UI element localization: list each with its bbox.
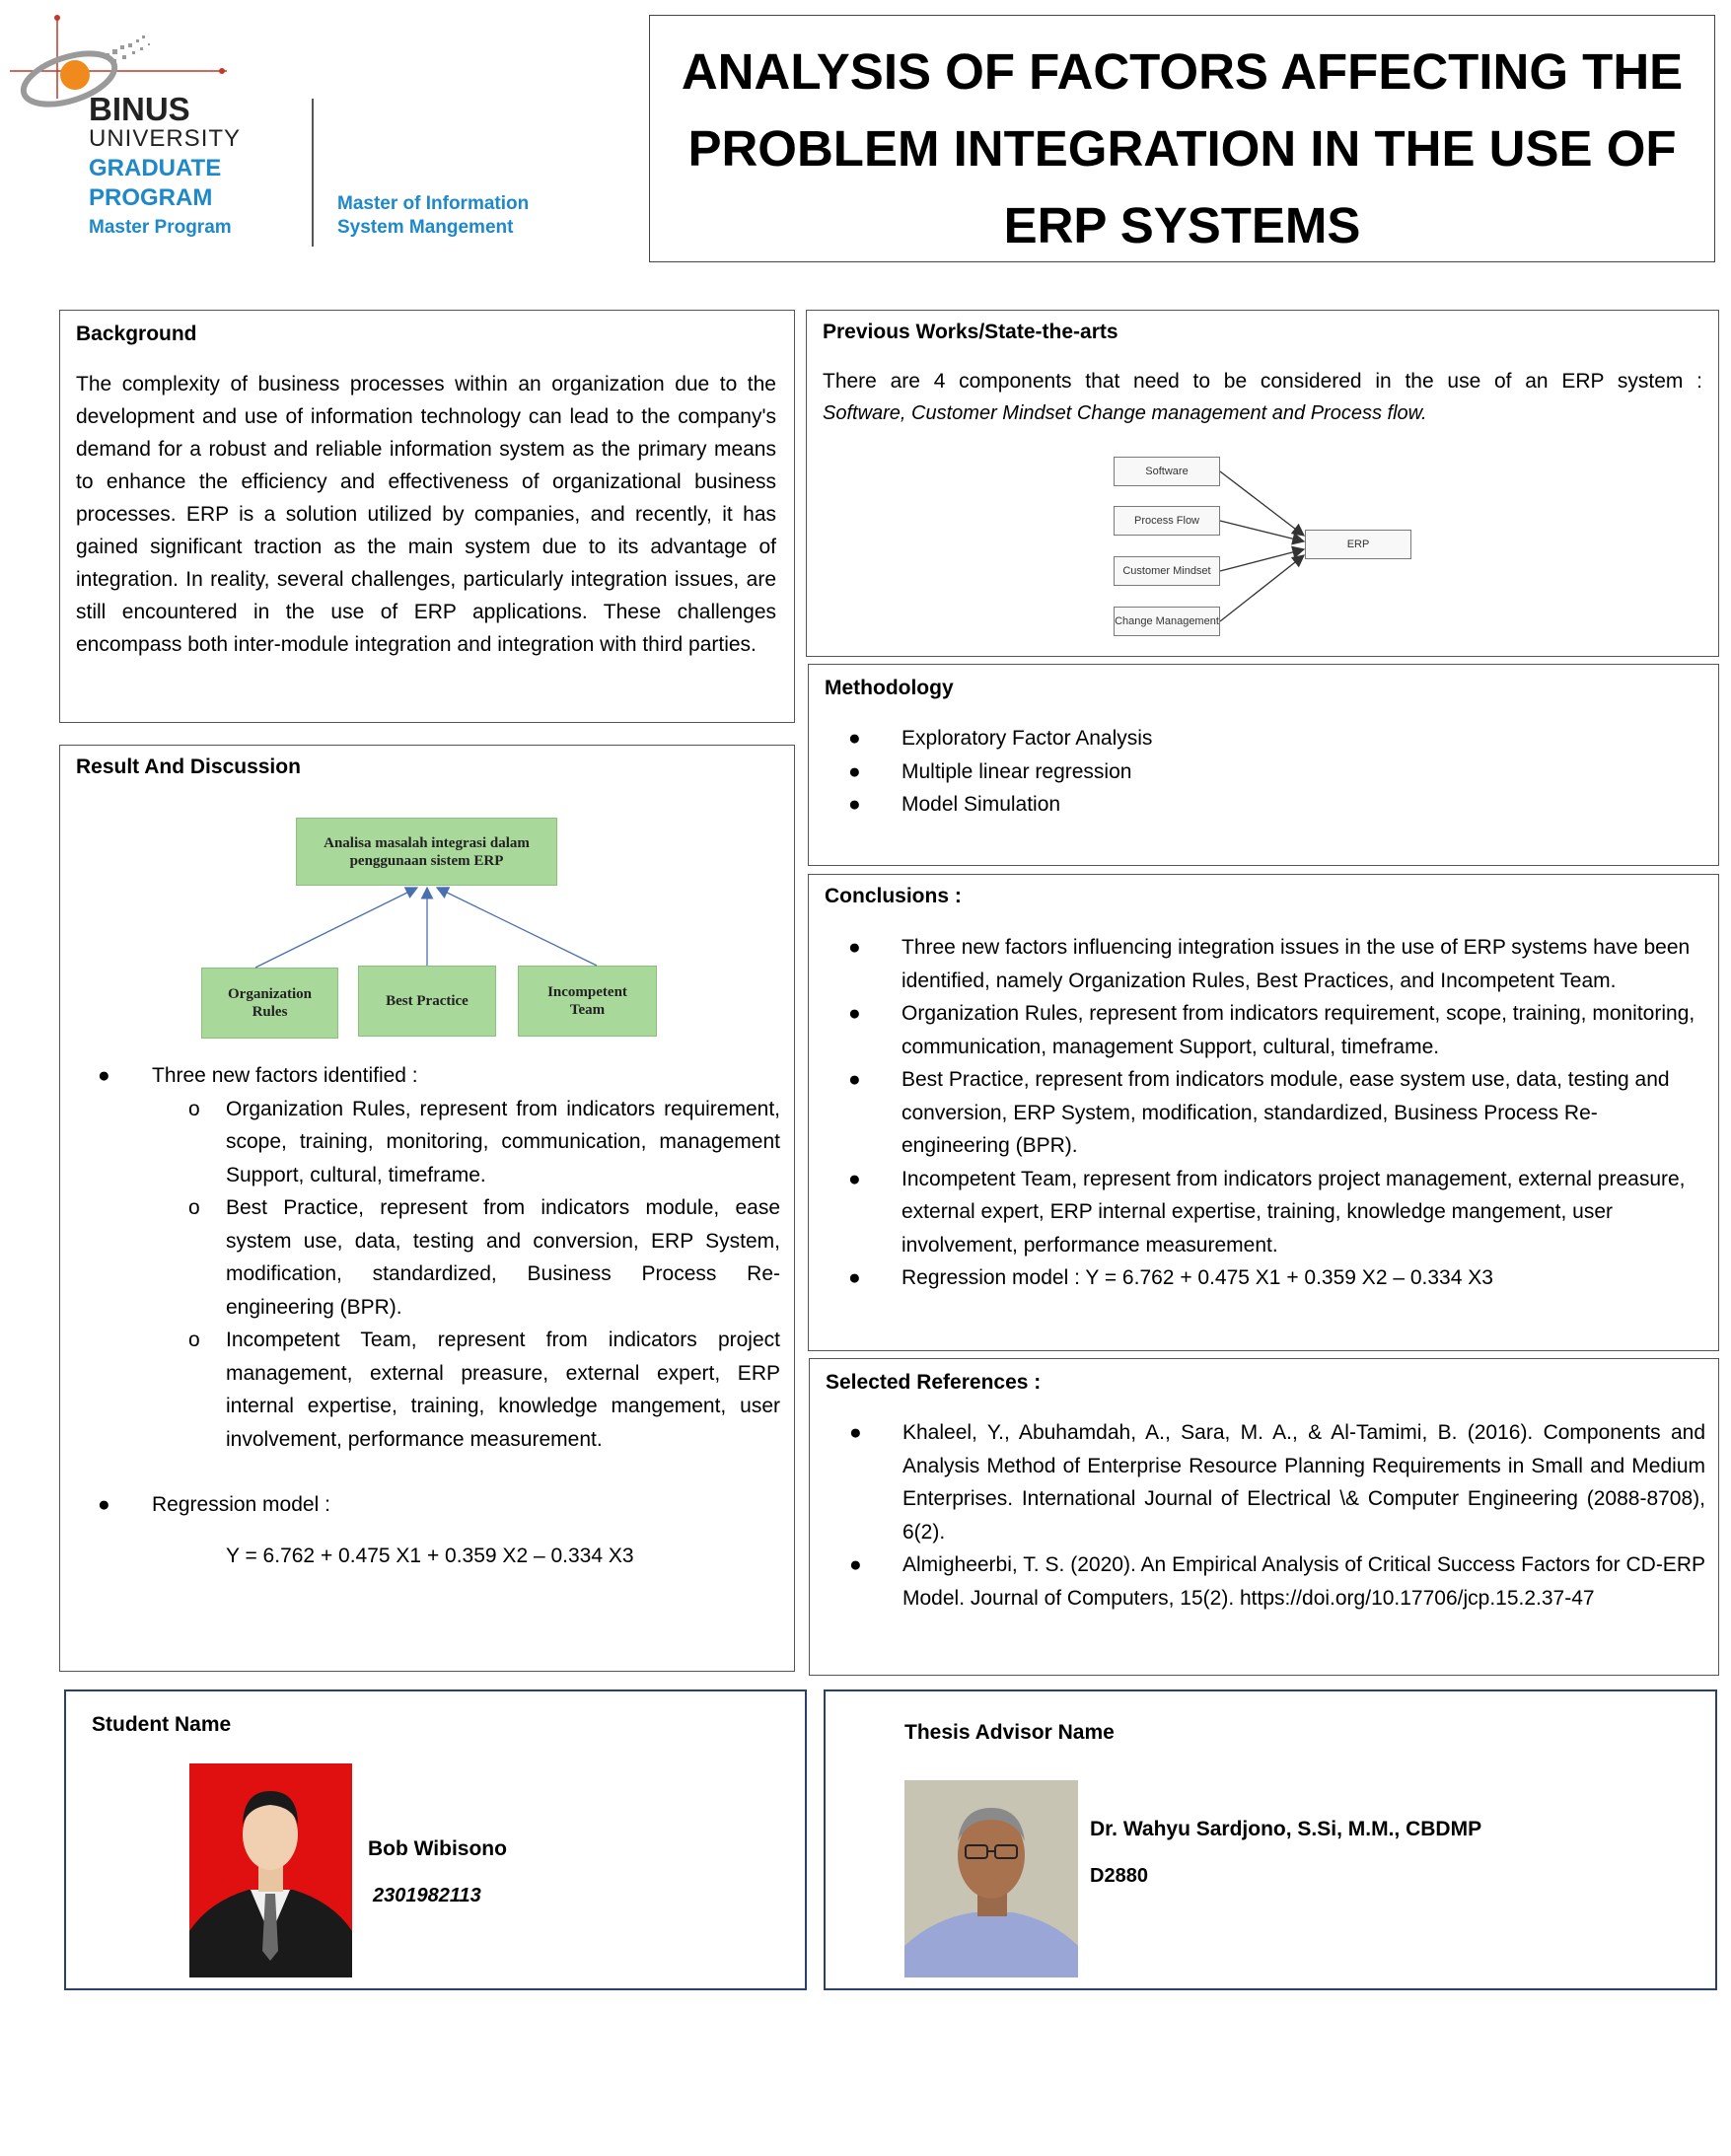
result-diagram-arrows	[60, 746, 796, 1061]
arrow-change-management-erp	[1220, 555, 1304, 621]
result-factors	[60, 1059, 780, 1572]
advisor-heading: Thesis Advisor Name	[904, 1721, 1115, 1744]
bullet-icon: ●	[98, 1493, 110, 1516]
methodology-list	[809, 722, 1696, 822]
logo-binus: BINUS	[89, 91, 190, 127]
bullet-icon: ●	[98, 1064, 110, 1087]
logo-university: UNIVERSITY	[89, 125, 242, 152]
result-section	[59, 745, 795, 1672]
factor-organization-rules: Organization Rules, represent from indicators requirement, scope, training, monitoring, communication, management Support, cultural, timeframe.	[226, 1097, 780, 1186]
list-item: ● Model Simulation	[809, 788, 1696, 822]
diagram-arrows	[807, 311, 1720, 658]
list-item: ● Three new factors influencing integration issues in the use of ERP systems have been identified, namely Organization Rules, Best Practices, and Incompetent Team.	[809, 931, 1696, 997]
logo-mis-line1: Master of Information	[337, 193, 530, 214]
diagram-software-box: Software	[1114, 457, 1220, 486]
list-item: ● Incompetent Team, represent from indicators project management, external preasure, external expert, ERP internal expertise, training, knowledge mangement, user involvement, performance measurement.	[809, 1163, 1696, 1262]
list-item: ● Exploratory Factor Analysis	[809, 722, 1696, 755]
list-item: ● Multiple linear regression	[809, 755, 1696, 789]
list-item: ● Regression model : Y = 6.762 + 0.475 X1 + 0.359 X2 – 0.334 X3	[809, 1261, 1696, 1295]
diagram-customer-mindset-box: Customer Mindset	[1114, 556, 1220, 586]
bullet-icon: ●	[848, 936, 861, 959]
previous-works-italic: Software, Customer Mindset Change management and Process flow.	[823, 402, 1427, 424]
background-text: The complexity of business processes within an organization due to the development and use of information technology can lead to the company's demand for a robust and reliable information system as the primary means to enhance the efficiency and effectiveness of organizational business processes. ERP is a solution utilized by companies, and recently, it has gained significant traction as the main system due to its advantage of integration. In reality, several challenges, particularly integration issues, are still encountered in the use of ERP applications. These challenges encompass both inter-module integration and integration with third parties.	[76, 373, 776, 656]
references-heading: Selected References :	[826, 1371, 1042, 1394]
list-item	[60, 1059, 780, 1093]
logo-mis-line2: System Mangement	[337, 217, 514, 238]
title-line-3: ERP SYSTEMS	[1003, 197, 1361, 253]
regression-label: Regression model :	[152, 1493, 330, 1516]
conclusions-list	[809, 931, 1696, 1295]
background-section	[59, 310, 795, 723]
arrow-incompetent-top	[437, 888, 597, 966]
circle-bullet-icon: o	[188, 1329, 200, 1351]
background-heading: Background	[76, 323, 197, 345]
previous-works-heading: Previous Works/State-the-arts	[823, 321, 1118, 343]
list-item	[60, 1324, 780, 1456]
diagram-erp-box: ERP	[1305, 530, 1411, 559]
result-diagram-best-practice-box: Best Practice	[358, 966, 496, 1037]
logo-graduate: GRADUATE	[89, 155, 222, 181]
title-line-1: ANALYSIS OF FACTORS AFFECTING THE	[681, 43, 1684, 100]
arrow-organization-top	[255, 888, 417, 968]
references-section	[809, 1358, 1719, 1676]
bullet-icon: ●	[848, 1167, 861, 1190]
advisor-section	[824, 1689, 1717, 1990]
poster-title-box	[649, 15, 1715, 262]
binus-logo	[10, 10, 602, 256]
list-item	[60, 1093, 780, 1192]
bullet-icon: ●	[848, 1266, 861, 1289]
student-heading: Student Name	[92, 1713, 232, 1736]
logo-program: PROGRAM	[89, 184, 213, 211]
previous-works-section	[806, 310, 1719, 657]
list-item: ● Best Practice, represent from indicators module, ease system use, data, testing and conversion, ERP System, modification, standardized, Business Process Re-engineering (BPR).	[809, 1063, 1696, 1163]
circle-bullet-icon: o	[188, 1097, 200, 1120]
bullet-icon: ●	[848, 759, 861, 783]
methodology-section	[808, 664, 1719, 866]
logo-master-program: Master Program	[89, 217, 232, 238]
advisor-name: Dr. Wahyu Sardjono, S.Si, M.M., CBDMP	[1090, 1818, 1482, 1840]
student-photo	[189, 1763, 352, 1977]
diagram-process-flow-box: Process Flow	[1114, 506, 1220, 536]
conclusions-heading: Conclusions :	[825, 885, 962, 907]
conclusions-section	[808, 874, 1719, 1351]
advisor-photo	[904, 1780, 1078, 1977]
factors-intro: Three new factors identified :	[152, 1064, 418, 1087]
bullet-icon: ●	[848, 1068, 861, 1091]
bullet-icon: ●	[848, 1002, 861, 1025]
student-name: Bob Wibisono	[368, 1837, 507, 1860]
bullet-icon: ●	[848, 793, 861, 816]
result-heading: Result And Discussion	[76, 755, 301, 778]
advisor-id: D2880	[1090, 1865, 1148, 1887]
result-diagram-organization-box: Organization Rules	[201, 968, 338, 1039]
references-list	[810, 1416, 1705, 1615]
factor-incompetent-team: Incompetent Team, represent from indicators project management, external preasure, external expert, ERP internal expertise, training, knowledge mangement, user involvement, performance measurement.	[226, 1329, 780, 1451]
list-item: ● Organization Rules, represent from indicators requirement, scope, training, monitoring, communication, management Support, cultural, timeframe.	[809, 997, 1696, 1063]
bullet-icon: ●	[849, 1553, 862, 1576]
result-diagram-top-box: Analisa masalah integrasi dalam penggunaan sistem ERP	[296, 818, 557, 886]
regression-equation: Y = 6.762 + 0.475 X1 + 0.359 X2 – 0.334 X3	[226, 1544, 634, 1567]
list-item: ● Almigheerbi, T. S. (2020). An Empirical Analysis of Critical Success Factors for CD-ERP Model. Journal of Computers, 15(2). https://doi.org/10.17706/jcp.15.2.37-47	[810, 1548, 1705, 1615]
circle-bullet-icon: o	[188, 1196, 200, 1219]
list-item	[60, 1488, 780, 1522]
arrow-process-flow-erp	[1220, 521, 1304, 541]
bullet-icon: ●	[848, 727, 861, 750]
bullet-icon: ●	[849, 1421, 862, 1444]
title-line-2: PROBLEM INTEGRATION IN THE USE OF	[687, 120, 1677, 177]
logo-divider	[312, 99, 314, 247]
previous-works-intro-text: There are 4 components that need to be considered in the use of an ERP system :	[823, 370, 1702, 393]
list-item: ● Khaleel, Y., Abuhamdah, A., Sara, M. A., & Al-Tamimi, B. (2016). Components and Analysis Method of Enterprise Resource Planning Requirements in Small and Medium Enterprises. International Journal of Electrical \& Computer Engineering (2088-8708), 6(2).	[810, 1416, 1705, 1548]
list-item	[60, 1191, 780, 1324]
student-section	[64, 1689, 807, 1990]
diagram-change-management-box: Change Management	[1114, 607, 1220, 636]
student-id: 2301982113	[373, 1885, 481, 1906]
arrow-software-erp	[1220, 471, 1304, 536]
arrow-customer-mindset-erp	[1220, 549, 1304, 571]
methodology-heading: Methodology	[825, 677, 954, 699]
factor-best-practice: Best Practice, represent from indicators module, ease system use, data, testing and conversion, ERP System, modification, standardized, Business Process Re-engineering (BPR).	[226, 1196, 780, 1319]
result-diagram-incompetent-box: Incompetent Team	[518, 966, 657, 1037]
